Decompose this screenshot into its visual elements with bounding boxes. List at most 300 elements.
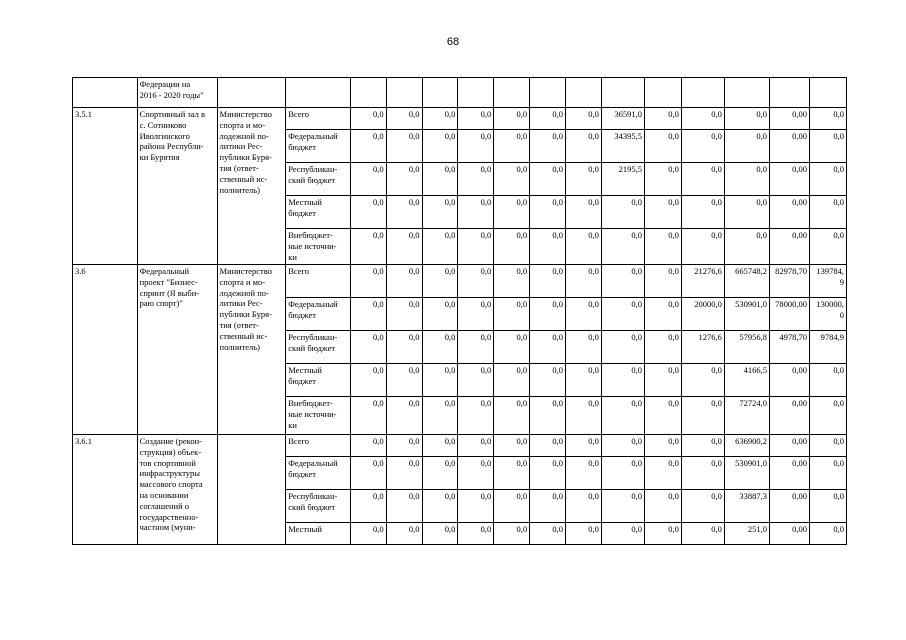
value-cell — [566, 457, 602, 490]
value-text: 0,0 — [552, 266, 564, 276]
value-cell — [644, 163, 681, 196]
value-text: 0,0 — [480, 524, 492, 534]
value-cell — [769, 331, 809, 364]
value-cell — [769, 163, 809, 196]
value-text: 0,0 — [480, 458, 492, 468]
value-text: 9 — [839, 276, 844, 287]
value-cell — [601, 130, 644, 163]
value-cell — [494, 229, 530, 265]
value-cell — [458, 298, 494, 331]
value-cell — [422, 163, 458, 196]
value-cell — [809, 364, 846, 397]
value-cell — [386, 457, 422, 490]
funding-source-line: ные источни- — [288, 408, 337, 419]
value-cell — [566, 130, 602, 163]
value-cell — [566, 108, 602, 130]
value-text: 0,00 — [792, 131, 807, 141]
value-text: 0,0 — [480, 332, 492, 342]
value-cell — [809, 298, 846, 331]
value-text: 0,0 — [588, 230, 599, 240]
value-cell — [422, 364, 458, 397]
value-cell — [350, 196, 386, 229]
value-cell — [724, 229, 769, 265]
value-cell — [644, 130, 681, 163]
value-text: 0,0 — [588, 266, 599, 276]
value-text: 0,0 — [480, 164, 492, 174]
value-text: 0,0 — [516, 299, 528, 309]
value-text: 0,0 — [480, 230, 492, 240]
value-cell — [644, 435, 681, 457]
value-cell — [681, 364, 724, 397]
value-cell — [350, 490, 386, 523]
value-text: 82978,70 — [775, 266, 807, 276]
value-cell — [566, 229, 602, 265]
value-text: 0,0 — [516, 131, 528, 141]
value-cell — [566, 523, 602, 545]
funding-source-line: Всего — [288, 266, 310, 276]
value-cell — [681, 163, 724, 196]
value-cell — [644, 397, 681, 435]
value-text: 0,0 — [408, 365, 420, 375]
value-text: 0,0 — [711, 109, 722, 119]
funding-source — [286, 397, 351, 435]
value-cell — [422, 457, 458, 490]
value-text: 251,0 — [747, 524, 767, 534]
value-text: 0,0 — [516, 197, 528, 207]
funding-source-line: Местный — [288, 197, 322, 207]
value-cell — [422, 108, 458, 130]
value-cell — [566, 298, 602, 331]
value-cell — [350, 523, 386, 545]
value-text: 0,0 — [833, 197, 844, 207]
value-cell — [566, 196, 602, 229]
value-text: 636900,2 — [735, 436, 767, 446]
value-text: 0,0 — [373, 332, 384, 342]
funding-source-line: ский бюджет — [288, 501, 336, 512]
value-text: 0,0 — [373, 164, 384, 174]
value-cell — [644, 523, 681, 545]
value-text: 665748,2 — [735, 266, 767, 276]
value-cell — [530, 298, 566, 331]
value-text: 4166,5 — [743, 365, 767, 375]
value-cell — [601, 523, 644, 545]
value-cell — [494, 331, 530, 364]
value-text: 0,00 — [792, 458, 807, 468]
value-text: 0,0 — [444, 109, 456, 119]
item-name-line: Федеральный — [139, 266, 190, 276]
value-text: 0,0 — [711, 365, 722, 375]
value-cell — [530, 331, 566, 364]
value-cell — [809, 265, 846, 298]
value-text: 0,0 — [668, 458, 679, 468]
funding-source-line: Местный — [288, 365, 322, 375]
value-text: 0,0 — [588, 458, 599, 468]
value-cell — [494, 364, 530, 397]
value-text: 0,0 — [480, 365, 492, 375]
value-text: 0,0 — [631, 299, 642, 309]
value-text: 1276,6 — [698, 332, 722, 342]
item-name-line: ки Бурятия — [139, 152, 180, 163]
value-cell — [724, 523, 769, 545]
value-cell — [681, 130, 724, 163]
item-executor-line: полнитель) — [219, 184, 260, 195]
item-name-line: Спортивный зал в — [139, 109, 205, 119]
value-text: 0,0 — [516, 398, 528, 408]
value-cell — [724, 265, 769, 298]
value-text: 0,0 — [588, 299, 599, 309]
value-cell — [681, 331, 724, 364]
funding-source-line: бюджет — [288, 375, 317, 386]
value-cell — [769, 265, 809, 298]
value-cell — [386, 490, 422, 523]
value-cell — [386, 331, 422, 364]
value-text: 0,0 — [833, 491, 844, 501]
value-text: 0,0 — [373, 458, 384, 468]
value-text: 0,0 — [516, 230, 528, 240]
value-cell — [601, 229, 644, 265]
value-text: 0,0 — [373, 524, 384, 534]
value-cell — [566, 397, 602, 435]
item-name-line: государственно- — [139, 511, 199, 522]
value-cell — [644, 490, 681, 523]
value-cell — [458, 108, 494, 130]
value-cell — [809, 78, 846, 108]
value-text: 0,0 — [631, 365, 642, 375]
value-text: 0,0 — [833, 131, 844, 141]
item-name-line: района Республи- — [139, 141, 204, 152]
value-text: 0,0 — [408, 398, 420, 408]
value-text: 21276,6 — [694, 266, 722, 276]
value-cell — [530, 265, 566, 298]
item-name-line: на основании — [139, 489, 189, 500]
value-text: 0,0 — [588, 524, 599, 534]
value-cell — [724, 163, 769, 196]
item-executor — [217, 435, 286, 545]
value-text: 0,0 — [408, 491, 420, 501]
value-text: 0,0 — [833, 436, 844, 446]
item-executor-line: литики Рес- — [219, 141, 263, 152]
value-cell — [769, 397, 809, 435]
value-cell — [809, 457, 846, 490]
funding-source-line: бюджет — [288, 309, 317, 320]
value-cell — [769, 523, 809, 545]
value-text: 0,0 — [480, 436, 492, 446]
value-text: 130000, — [816, 299, 844, 309]
value-cell — [458, 490, 494, 523]
value-cell — [566, 435, 602, 457]
value-cell — [769, 78, 809, 108]
value-cell — [769, 298, 809, 331]
value-cell — [386, 130, 422, 163]
value-cell — [601, 163, 644, 196]
value-cell — [386, 435, 422, 457]
value-cell — [350, 265, 386, 298]
value-text: 0,0 — [711, 197, 722, 207]
value-cell — [350, 298, 386, 331]
value-text: 0,0 — [668, 436, 679, 446]
value-cell — [724, 130, 769, 163]
value-text: 0,0 — [668, 131, 679, 141]
value-cell — [458, 265, 494, 298]
value-cell — [566, 163, 602, 196]
value-text: 0,0 — [833, 164, 844, 174]
value-text: 0,0 — [756, 164, 767, 174]
value-cell — [769, 490, 809, 523]
value-text: 0,0 — [588, 197, 599, 207]
value-text: 0,0 — [668, 491, 679, 501]
name-line: 2016 - 2020 годы" — [139, 89, 204, 100]
funding-source — [286, 229, 351, 265]
value-text: 0,0 — [588, 131, 599, 141]
value-cell — [494, 397, 530, 435]
value-text: 0,0 — [444, 131, 456, 141]
page-number: 68 — [446, 36, 460, 48]
funding-source-line: бюджет — [288, 141, 317, 152]
value-text: 0,0 — [833, 398, 844, 408]
executor-cell — [217, 78, 286, 108]
value-cell — [724, 196, 769, 229]
value-cell — [530, 397, 566, 435]
value-cell — [681, 108, 724, 130]
item-name-line: с. Сотниково — [139, 119, 187, 130]
value-cell — [769, 435, 809, 457]
value-text: 0,0 — [833, 365, 844, 375]
value-text: 0,0 — [444, 365, 456, 375]
item-executor — [217, 108, 286, 265]
value-cell — [494, 78, 530, 108]
value-text: 0,0 — [480, 398, 492, 408]
item-executor-line: Министерство — [219, 266, 272, 276]
funding-source-line: Республикан- — [288, 332, 338, 342]
value-text: 0,0 — [711, 458, 722, 468]
value-cell — [530, 435, 566, 457]
funding-source — [286, 523, 351, 545]
value-text: 0,00 — [792, 398, 807, 408]
item-executor-line: лодежной по- — [219, 287, 269, 298]
value-text: 0,0 — [373, 365, 384, 375]
value-cell — [530, 196, 566, 229]
value-cell — [601, 331, 644, 364]
value-cell — [681, 298, 724, 331]
value-text: 0,0 — [668, 299, 679, 309]
value-cell — [530, 229, 566, 265]
item-executor-line: ственный ис- — [219, 330, 268, 341]
value-text: 0,0 — [444, 458, 456, 468]
funding-source-line: Федеральный — [288, 299, 338, 309]
value-cell — [809, 397, 846, 435]
value-text: 0,0 — [588, 164, 599, 174]
value-text: 0,0 — [373, 491, 384, 501]
value-cell — [724, 490, 769, 523]
value-cell — [809, 523, 846, 545]
value-text: 0,0 — [552, 491, 564, 501]
value-cell — [458, 523, 494, 545]
value-cell — [644, 457, 681, 490]
value-text: 0,00 — [792, 109, 807, 119]
value-cell — [458, 364, 494, 397]
item-executor-line: ственный ис- — [219, 173, 268, 184]
value-cell — [386, 229, 422, 265]
value-text: 0,0 — [588, 109, 599, 119]
value-cell — [681, 196, 724, 229]
value-cell — [566, 331, 602, 364]
value-text: 0,0 — [552, 458, 564, 468]
value-text: 0,0 — [480, 131, 492, 141]
value-text: 0,0 — [631, 197, 642, 207]
value-text: 0,0 — [516, 524, 528, 534]
value-text: 36591,0 — [614, 109, 642, 119]
value-text: 0,0 — [408, 197, 420, 207]
value-text: 0,00 — [792, 524, 807, 534]
value-text: 0,0 — [668, 109, 679, 119]
value-text: 0,0 — [373, 131, 384, 141]
funding-source — [286, 130, 351, 163]
value-text: 0,0 — [480, 266, 492, 276]
value-text: 0,0 — [552, 524, 564, 534]
value-cell — [809, 130, 846, 163]
item-executor — [217, 265, 286, 435]
value-text: 0,0 — [711, 491, 722, 501]
value-cell — [681, 397, 724, 435]
value-cell — [644, 265, 681, 298]
value-text: 0,0 — [408, 458, 420, 468]
value-text: 0,0 — [631, 458, 642, 468]
item-name — [137, 265, 217, 435]
continuation-row — [73, 78, 847, 108]
value-text: 0,0 — [444, 332, 456, 342]
value-text: 0,0 — [516, 458, 528, 468]
value-text: 0,0 — [516, 491, 528, 501]
value-cell — [644, 331, 681, 364]
value-cell — [530, 523, 566, 545]
value-text: 0,0 — [588, 436, 599, 446]
funding-source — [286, 298, 351, 331]
value-cell — [724, 331, 769, 364]
value-cell — [601, 435, 644, 457]
value-cell — [422, 331, 458, 364]
value-text: 0,0 — [444, 524, 456, 534]
item-name-line: тов спортивной — [139, 457, 196, 468]
funding-source — [286, 265, 351, 298]
value-cell — [458, 163, 494, 196]
value-cell — [530, 490, 566, 523]
item-name-line: частном (муни- — [139, 522, 196, 533]
funding-source-line: Внебюджет- — [288, 398, 333, 408]
value-text: 0,0 — [516, 365, 528, 375]
value-cell — [494, 523, 530, 545]
source-cell — [286, 78, 351, 108]
value-text: 0,0 — [631, 230, 642, 240]
value-cell — [681, 523, 724, 545]
value-text: 0,0 — [552, 398, 564, 408]
value-cell — [724, 108, 769, 130]
value-cell — [724, 435, 769, 457]
value-cell — [681, 229, 724, 265]
value-cell — [809, 229, 846, 265]
funding-source — [286, 108, 351, 130]
item-executor-line: тия (ответ- — [219, 319, 259, 330]
value-text: 0,0 — [516, 109, 528, 119]
value-text: 0,00 — [792, 164, 807, 174]
value-text: 0,0 — [552, 230, 564, 240]
value-text: 0,0 — [552, 299, 564, 309]
value-cell — [601, 78, 644, 108]
value-cell — [769, 196, 809, 229]
value-cell — [458, 78, 494, 108]
value-text: 0,00 — [792, 491, 807, 501]
funding-source — [286, 196, 351, 229]
item-name-line: проект "Бизнес- — [139, 276, 198, 287]
value-cell — [494, 163, 530, 196]
value-cell — [350, 364, 386, 397]
value-text: 0,00 — [792, 230, 807, 240]
value-text: 0,0 — [668, 365, 679, 375]
value-text: 0,0 — [552, 332, 564, 342]
value-cell — [350, 331, 386, 364]
funding-source-line: ные источни- — [288, 240, 337, 251]
value-text: 0,0 — [631, 436, 642, 446]
value-cell — [458, 435, 494, 457]
value-cell — [724, 364, 769, 397]
value-cell — [769, 108, 809, 130]
value-cell — [809, 163, 846, 196]
value-text: 0,0 — [668, 266, 679, 276]
value-text: 0,0 — [833, 458, 844, 468]
value-text: 0,0 — [516, 266, 528, 276]
value-cell — [724, 457, 769, 490]
value-text: 0,0 — [631, 266, 642, 276]
item-code: 3.6 — [73, 265, 138, 435]
value-text: 0,0 — [408, 109, 420, 119]
value-text: 0,0 — [373, 230, 384, 240]
value-cell — [601, 298, 644, 331]
item-name-line: Создание (рекон- — [139, 436, 202, 446]
value-cell — [494, 108, 530, 130]
value-text: 0,0 — [668, 230, 679, 240]
value-text: 0,0 — [711, 164, 722, 174]
value-text: 0,0 — [711, 131, 722, 141]
value-cell — [769, 364, 809, 397]
value-cell — [494, 457, 530, 490]
value-cell — [350, 457, 386, 490]
value-text: 0,0 — [480, 491, 492, 501]
value-text: 0,0 — [711, 230, 722, 240]
value-cell — [422, 196, 458, 229]
value-cell — [530, 78, 566, 108]
value-cell — [644, 229, 681, 265]
value-cell — [422, 298, 458, 331]
table-row — [73, 108, 847, 130]
item-executor-line: спорта и мо- — [219, 119, 266, 130]
value-cell — [644, 78, 681, 108]
item-name-line: струкция) объек- — [139, 446, 202, 457]
value-cell — [724, 78, 769, 108]
budget-table — [72, 77, 847, 545]
value-cell — [494, 435, 530, 457]
value-cell — [681, 435, 724, 457]
value-text: 530901,0 — [735, 458, 767, 468]
value-cell — [458, 196, 494, 229]
value-text: 0,0 — [408, 299, 420, 309]
value-text: 9784,9 — [820, 332, 844, 342]
value-text: 0,0 — [552, 164, 564, 174]
funding-source-line: Внебюджет- — [288, 230, 333, 240]
value-cell — [494, 130, 530, 163]
item-executor-line: Министерство — [219, 109, 272, 119]
value-text: 139784, — [816, 266, 844, 276]
value-text: 0,0 — [756, 197, 767, 207]
value-text: 0,0 — [516, 436, 528, 446]
